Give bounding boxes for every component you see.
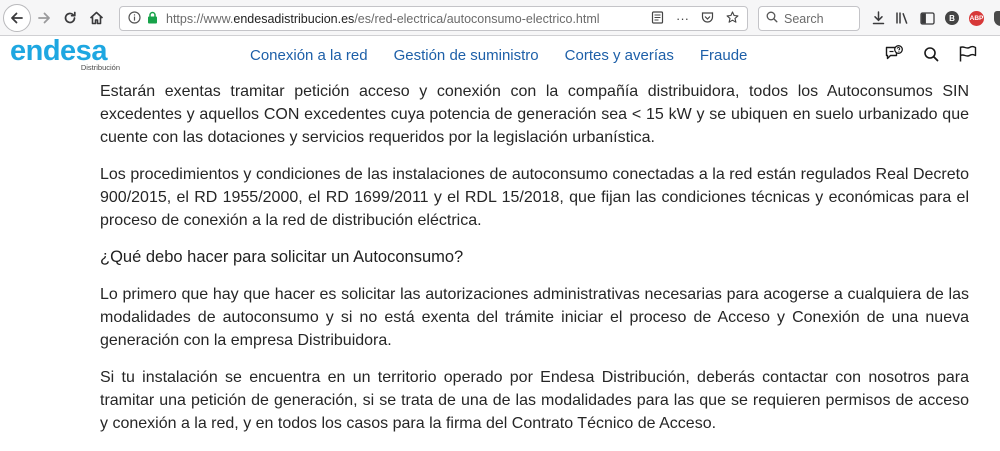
reload-icon (63, 11, 77, 25)
back-button[interactable] (3, 4, 31, 32)
search-icon (766, 11, 778, 26)
bookmark-star-icon[interactable] (726, 11, 739, 27)
reload-button[interactable] (57, 5, 83, 31)
paragraph-first-steps: Lo primero que hay que hacer es solicitar las autorizaciones administrativas necesarias para acogerse a cualquiera de las modalidades de autoconsumo y si no está exenta del trámite iniciar el proceso de Acceso y Conexión de una nueva generación con la empresa Distribuidora. (100, 286, 969, 349)
extension-badge-icon[interactable]: B (945, 11, 959, 25)
library-icon[interactable] (895, 11, 910, 25)
arrow-right-icon (37, 11, 51, 25)
endesa-logo[interactable] (10, 35, 122, 72)
more-actions-icon[interactable]: ··· (676, 10, 689, 26)
search-box[interactable] (758, 6, 860, 31)
nav-fraude[interactable]: Fraude (699, 47, 748, 64)
info-icon[interactable] (128, 11, 141, 27)
paragraph-contact: Si tu instalación se encuentra en un territorio operado por Endesa Distribución, deberás contactar con nosotros para tramitar una petición de generación, si se trata de una de las modalidades para las que se requieren permisos de acceso y conexión a la red, y en todos los casos para la firma del Contrato Técnico de Acceso. (100, 369, 969, 432)
url-text[interactable] (166, 12, 600, 26)
url-actions (651, 11, 747, 27)
site-search-icon[interactable] (920, 42, 942, 66)
help-chat-icon[interactable] (883, 42, 905, 66)
privacy-shield-icon[interactable] (994, 11, 1000, 26)
header-actions (883, 42, 979, 66)
paragraph-exemptions: Estarán exentas tramitar petición acceso y conexión con la compañía distribuidora, todos los Autoconsumos SIN excedentes y aquellos CON excedentes cuya potencia de generación sea < 15 kW y se ubiquen en suelo urbanizado que cuente con las dotaciones y servicios requeridos por la legislación urbanística. (100, 83, 969, 146)
url-path: /es/red-electrica/autoconsumo-electrico.html (354, 11, 600, 26)
paragraph-regulations: Los procedimientos y condiciones de las instalaciones de autoconsumo conectadas a la red están regulados Real Decreto 900/2015, el RD 1955/2000, el RD 1699/2011 y el RDL 15/2018, que fijan las condiciones técnicas y económicas para el proceso de conexión a la red de distribución eléctrica. (100, 166, 969, 229)
logo-subtitle: Distribución (80, 63, 120, 72)
browser-toolbar (0, 0, 1000, 36)
home-icon (89, 11, 104, 25)
url-prefix: https://www. (166, 11, 234, 26)
sidebar-icon[interactable] (920, 12, 935, 25)
flag-language-icon[interactable] (957, 42, 979, 66)
reader-view-icon[interactable] (651, 11, 664, 27)
arrow-left-icon (10, 11, 24, 25)
main-nav (250, 47, 773, 64)
pocket-icon[interactable] (701, 11, 714, 27)
section-heading: ¿Qué debo hacer para solicitar un Autoconsumo? (100, 248, 464, 266)
article-content (100, 80, 969, 449)
nav-cortes-averias[interactable]: Cortes y averías (564, 47, 674, 64)
search-placeholder: Search (784, 11, 824, 26)
adblock-plus-icon[interactable]: ABP (969, 11, 984, 26)
url-bar[interactable] (119, 6, 748, 31)
nav-conexion-red[interactable]: Conexión a la red (250, 47, 368, 64)
site-header (0, 36, 1000, 74)
download-icon[interactable] (872, 11, 885, 25)
lock-icon[interactable] (147, 11, 158, 27)
browser-extensions (872, 0, 1000, 36)
forward-button[interactable] (31, 5, 57, 31)
logo-wordmark: endesa (10, 35, 107, 67)
nav-gestion-suministro[interactable]: Gestión de suministro (393, 47, 539, 64)
url-host: endesadistribucion.es (233, 11, 355, 26)
home-button[interactable] (83, 5, 109, 31)
